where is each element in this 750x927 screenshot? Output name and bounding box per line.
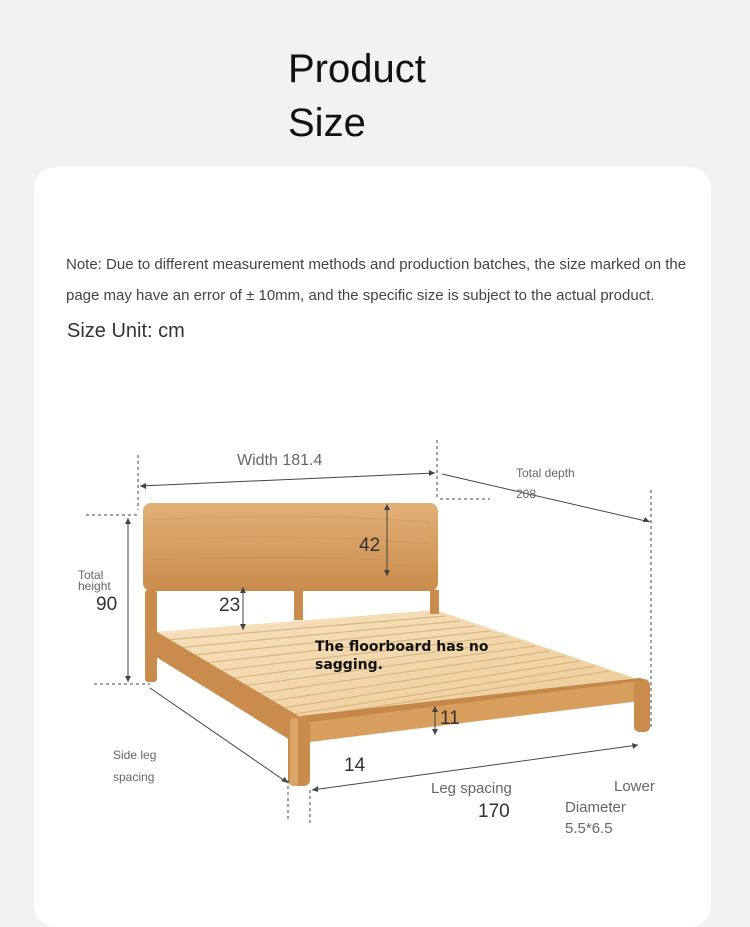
total-height-label: Total — [78, 568, 104, 582]
measurement-note: Note: Due to different measurement methods and production batches, the size marked on the page may have an error of ± 10mm, and the specific size is subject to the actual product. — [66, 256, 687, 304]
width-label: Width 181.4 — [237, 452, 323, 469]
title-line-2: Size — [288, 101, 366, 145]
back-left-leg — [145, 590, 157, 682]
leg-spacing-value: 170 — [478, 801, 510, 822]
side-leg-label: Side leg — [113, 748, 157, 762]
lower-label: Lower — [614, 778, 655, 795]
depth-label: Total depth — [516, 466, 575, 480]
size-unit: Size Unit: cm — [67, 320, 185, 342]
diameter-value: 5.5*6.5 — [565, 820, 613, 837]
total-height-label-2: height — [78, 579, 111, 593]
rail-height-value: 11 — [440, 708, 460, 729]
leg-spacing-label: Leg spacing — [431, 780, 512, 797]
right-leg — [634, 680, 650, 732]
under-headboard-value: 23 — [219, 595, 241, 616]
headboard-height-value: 42 — [359, 535, 381, 556]
depth-value: 208 — [516, 487, 537, 501]
title-line-1: Product — [288, 47, 426, 91]
side-leg-value: 14 — [344, 755, 366, 776]
total-height-value: 90 — [96, 594, 118, 615]
floorboard-callout: The floorboard has no sagging. — [315, 639, 489, 673]
side-leg-label-2: spacing — [113, 770, 155, 784]
diameter-label: Diameter — [565, 799, 626, 816]
